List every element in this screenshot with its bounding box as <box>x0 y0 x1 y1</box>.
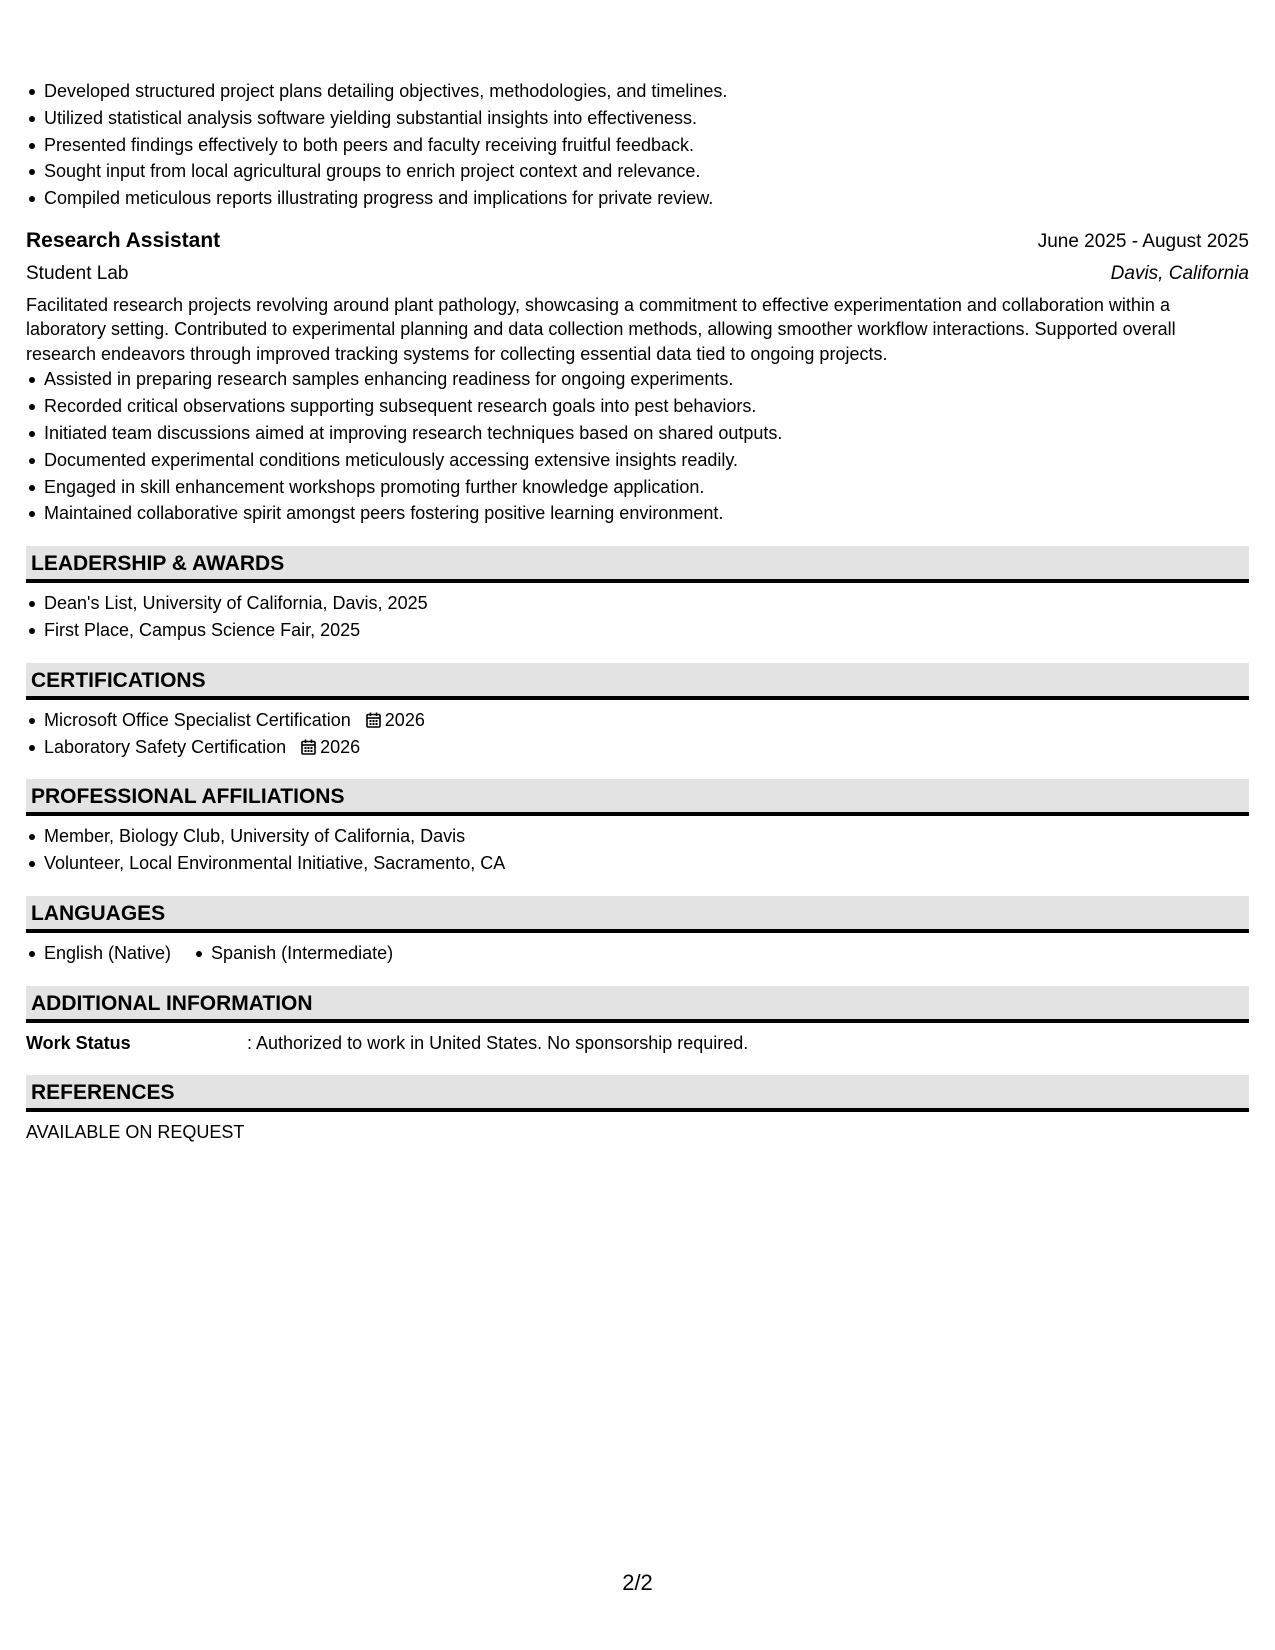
certification-year: 2026 <box>384 709 425 730</box>
list-item: Recorded critical observations supporting subsequent research goals into pest behaviors. <box>26 393 1249 420</box>
certification-name: Microsoft Office Specialist Certification <box>44 709 351 730</box>
certification-item <box>26 734 1249 761</box>
certifications-list <box>26 707 1249 761</box>
list-item: Documented experimental conditions meticulously accessing extensive insights readily. <box>26 447 1249 474</box>
language-item: Spanish (Intermediate) <box>193 940 393 967</box>
list-item: Compiled meticulous reports illustrating progress and implications for private review. <box>26 185 1249 212</box>
work-status-row <box>26 1030 1249 1056</box>
certification-year: 2026 <box>320 736 361 757</box>
job-description: Facilitated research projects revolving around plant pathology, showcasing a commitment to effective experimentation and collaboration within a laboratory setting. Contributed to experimental planning and data collection methods, allowing smoother workflow interactions. Supported overall research endeavors through improved tracking systems for collecting essential data tied to ongoing projects. <box>26 294 1176 364</box>
job-dates: June 2025 - August 2025 <box>1037 230 1249 252</box>
list-item: Sought input from local agricultural groups to enrich project context and relevance. <box>26 158 1249 185</box>
languages-heading: LANGUAGES <box>26 896 1249 933</box>
certification-item <box>26 707 1249 734</box>
job-title: Research Assistant <box>26 228 221 252</box>
languages-list <box>26 940 1249 967</box>
job-bullets <box>26 366 1249 527</box>
certifications-heading: CERTIFICATIONS <box>26 663 1249 700</box>
work-status-label: Work Status <box>26 1032 131 1053</box>
leadership-heading: LEADERSHIP & AWARDS <box>26 546 1249 583</box>
job-subheader <box>26 258 1249 289</box>
job-header <box>26 212 1249 258</box>
certification-name: Laboratory Safety Certification <box>44 736 287 757</box>
list-item: Dean's List, University of California, Davis, 2025 <box>26 590 1249 617</box>
list-item: Assisted in preparing research samples enhancing readiness for ongoing experiments. <box>26 366 1249 393</box>
list-item: Initiated team discussions aimed at improving research techniques based on shared outputs. <box>26 420 1249 447</box>
list-item: Maintained collaborative spirit amongst peers fostering positive learning environment. <box>26 500 1249 527</box>
language-item: English (Native) <box>26 940 171 967</box>
references-heading: REFERENCES <box>26 1075 1249 1112</box>
list-item: Engaged in skill enhancement workshops promoting further knowledge application. <box>26 474 1249 501</box>
work-status-value: : Authorized to work in United States. No sponsorship required. <box>247 1032 749 1053</box>
affiliations-heading: PROFESSIONAL AFFILIATIONS <box>26 779 1249 816</box>
previous-job-bullets <box>26 78 1249 212</box>
list-item: Utilized statistical analysis software yielding substantial insights into effectiveness. <box>26 105 1249 132</box>
job-location: Davis, California <box>1110 262 1249 284</box>
leadership-list <box>26 590 1249 644</box>
job-employer: Student Lab <box>26 262 129 284</box>
list-item: Member, Biology Club, University of California, Davis <box>26 823 1249 850</box>
affiliations-list <box>26 823 1249 877</box>
list-item: Presented findings effectively to both peers and faculty receiving fruitful feedback. <box>26 132 1249 159</box>
list-item: Developed structured project plans detailing objectives, methodologies, and timelines. <box>26 78 1249 105</box>
resume-page <box>26 78 1249 1145</box>
page-number: 2/2 <box>622 1570 653 1595</box>
additional-info-heading: ADDITIONAL INFORMATION <box>26 986 1249 1023</box>
calendar-icon <box>366 712 381 728</box>
list-item: Volunteer, Local Environmental Initiative, Sacramento, CA <box>26 850 1249 877</box>
calendar-icon <box>301 739 316 755</box>
references-text: AVAILABLE ON REQUEST <box>26 1121 245 1142</box>
list-item: First Place, Campus Science Fair, 2025 <box>26 617 1249 644</box>
